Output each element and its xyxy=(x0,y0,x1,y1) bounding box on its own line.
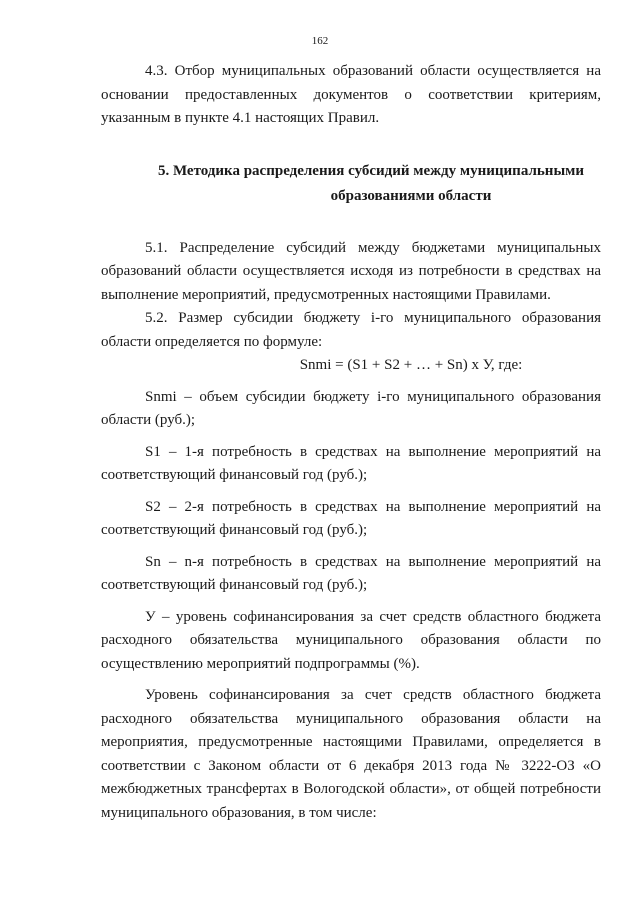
formula: Snmi = (S1 + S2 + … + Sn) х У, где: xyxy=(299,357,523,373)
definition-s2: S2 – 2-я потребность в средствах на выполнение мероприятий на соответствующий финансовый год (руб.); xyxy=(101,498,601,538)
paragraph-cofinancing-level: Уровень софинансирования за счет средств областного бюджета расходного обязательства муниципального образования области на мероприятия, предусмотренные настоящими Правилами, определяется в соответствии с Законом области от 6 декабря 2013 года № 3222-ОЗ «О межбюджетных трансфертах в Вологодской области», от общей потребности муниципального образования, в том числе: xyxy=(101,687,601,821)
document-body xyxy=(101,60,601,825)
paragraph-5-2: 5.2. Размер субсидии бюджету i-го муниципального образования области определяется по формуле: xyxy=(101,310,601,350)
definition-snmi: Snmi – объем субсидии бюджету i-го муниципального образования области (руб.); xyxy=(101,388,601,428)
definition-u: У – уровень софинансирования за счет средств областного бюджета расходного обязательства муниципального образования области по осуществлению мероприятий подпрограммы (%). xyxy=(101,608,601,672)
definition-sn: Sn – n-я потребность в средствах на выполнение мероприятий на соответствующий финансовый год (руб.); xyxy=(101,553,601,593)
paragraph-5-1: 5.1. Распределение субсидий между бюджетами муниципальных образований области осуществляется исходя из потребности в средствах на выполнение мероприятий, предусмотренных настоящими Правилами. xyxy=(101,239,601,303)
section-heading xyxy=(101,159,601,209)
section-heading-line2: образованиями области xyxy=(330,187,492,204)
definition-s1: S1 – 1-я потребность в средствах на выполнение мероприятий на соответствующий финансовый год (руб.); xyxy=(101,443,601,483)
section-heading-line1: 5. Методика распределения субсидий между муниципальными xyxy=(157,162,585,179)
page-number: 162 xyxy=(311,35,329,47)
paragraph-4-3: 4.3. Отбор муниципальных образований области осуществляется на основании предоставленных документов о соответствии критериям, указанным в пункте 4.1 настоящих Правил. xyxy=(101,63,601,126)
